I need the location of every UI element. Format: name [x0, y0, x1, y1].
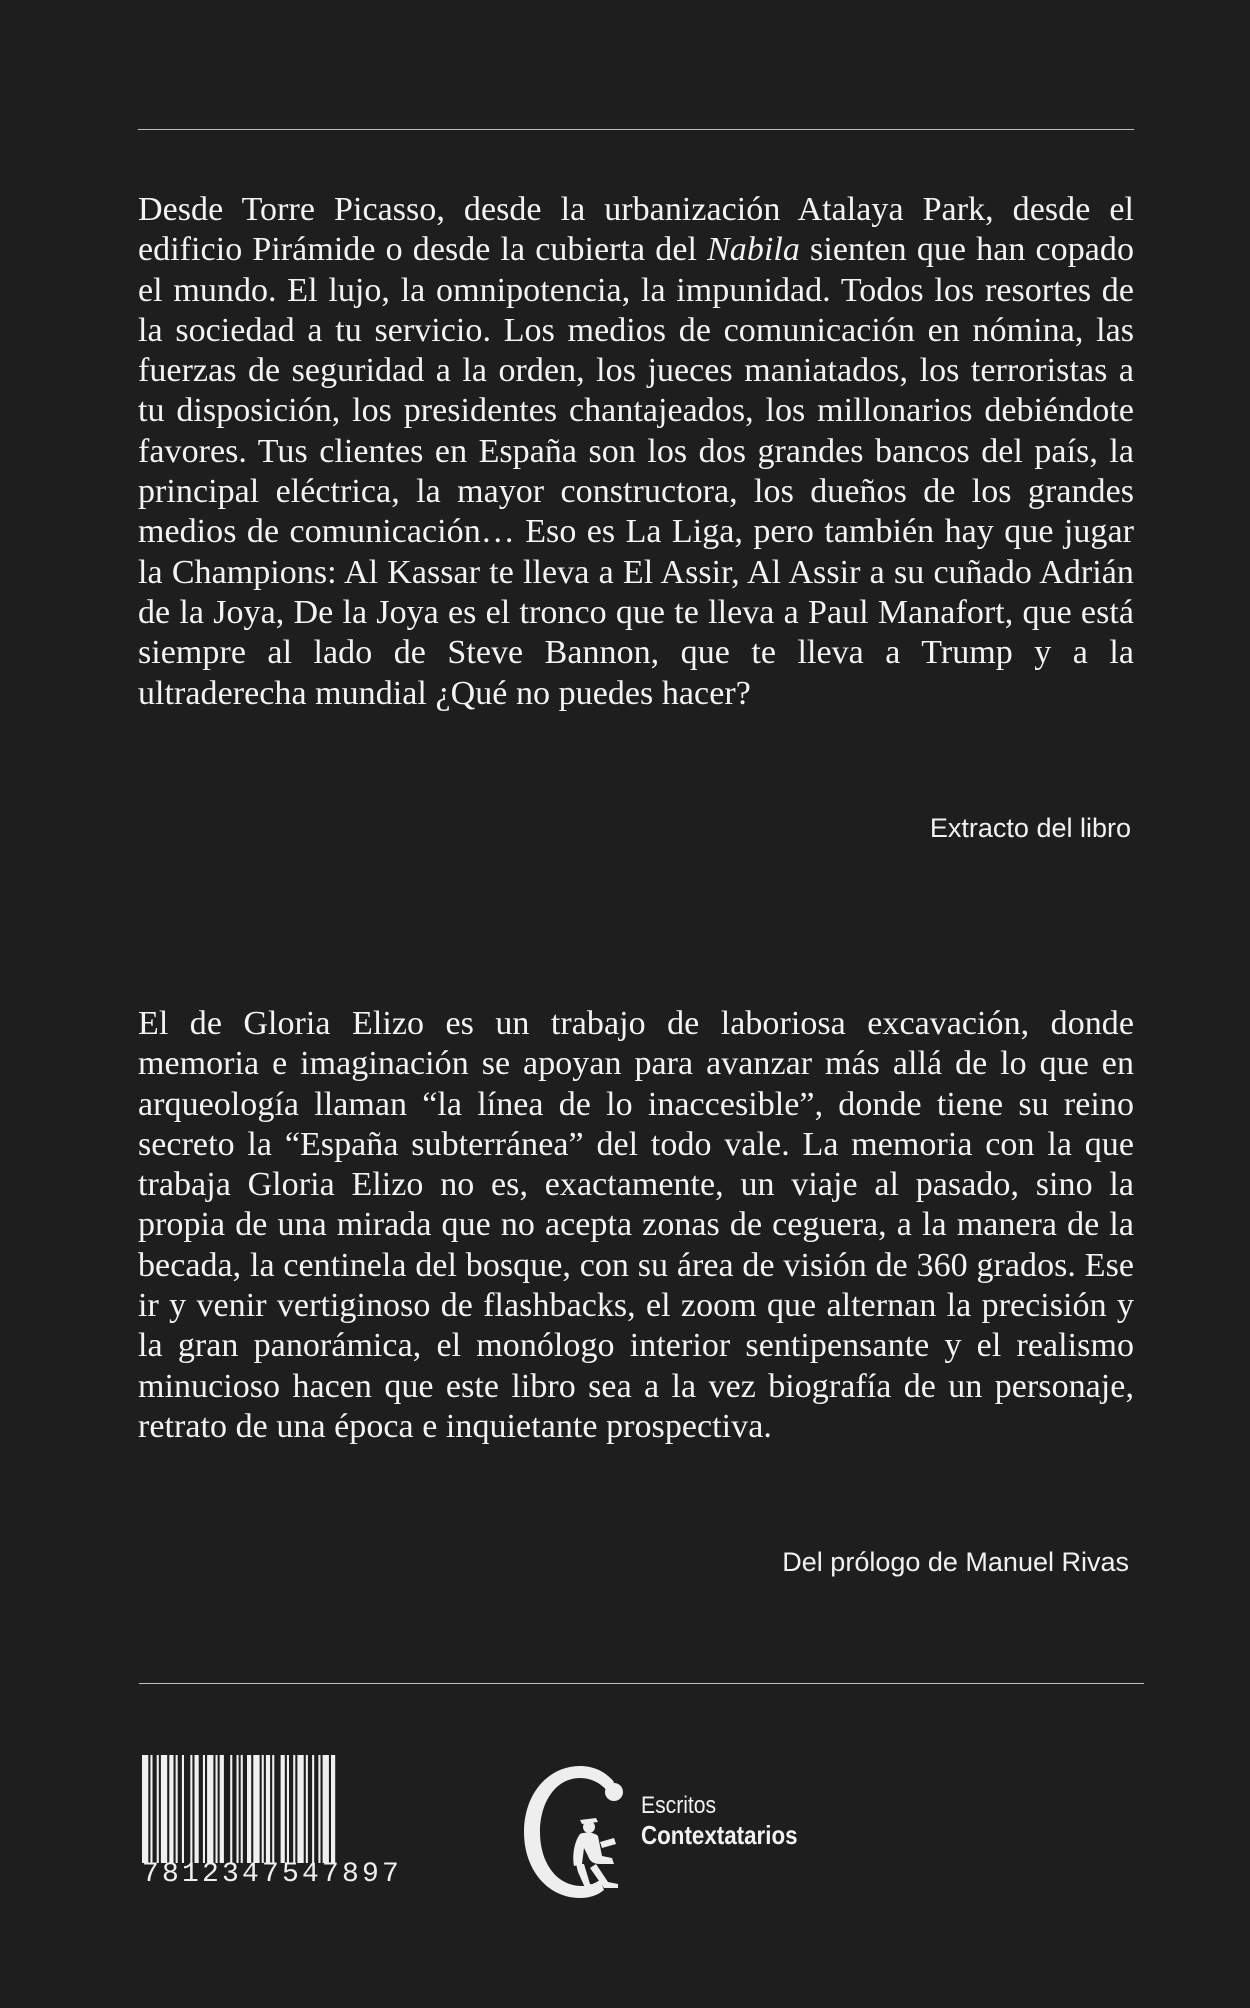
book-excerpt	[138, 190, 1134, 714]
excerpt-text-before: Desde Torre Picasso, desde la urbanización Atalaya Park, desde el edificio Pirámide o desde la cubierta del	[138, 191, 1134, 269]
barcode-bar	[230, 1755, 232, 1863]
barcode-bar	[318, 1755, 320, 1863]
publisher-name-line2: Contextatarios	[641, 1820, 798, 1850]
barcode-bar	[241, 1755, 243, 1863]
barcode-bar	[190, 1755, 192, 1863]
barcode-bar	[142, 1755, 148, 1863]
barcode-bar	[195, 1755, 199, 1863]
barcode-bar	[306, 1755, 308, 1863]
letter-c-with-seated-man-reading-icon	[510, 1752, 660, 1912]
barcode-bar	[262, 1755, 264, 1863]
barcode-bar	[150, 1755, 152, 1863]
barcode-bar	[237, 1755, 239, 1863]
excerpt-text-after: sienten que han copado el mundo. El lujo, la omnipotencia, la impunidad. Todos los resortes de la sociedad a tu servicio. Los medios de comunicación en nómina, las fuerzas de seguridad a la orden, los jueces maniatados, los terroristas a tu disposición, los presidentes chantajeados, los millonarios debiéndote favores. Tus clientes en España son los dos grandes bancos del país, la principal eléctrica, la mayor constructora, los dueños de los grandes medios de comunicación… Eso es La Liga, pero también hay que jugar la Champions: Al Kassar te lleva a El Assir, Al Assir a su cuñado Adrián de la Joya, De la Joya es el tronco que te lleva a Paul Manafort, que está siempre al lado de Steve Bannon, que te lleva a Trump y a la ultraderecha mundial ¿Qué no puedes hacer?	[138, 231, 1134, 712]
publisher-name-line1: Escritos	[641, 1792, 717, 1819]
bottom-divider	[139, 1683, 1144, 1684]
barcode-bar	[220, 1755, 224, 1863]
barcode-bar	[161, 1755, 167, 1863]
prologue-attribution: Del prólogo de Manuel Rivas	[782, 1547, 1129, 1577]
barcode-bar	[297, 1755, 303, 1863]
barcode-bar	[216, 1755, 218, 1863]
barcode-bar	[312, 1755, 314, 1863]
barcode-bar	[247, 1755, 251, 1863]
barcode-bar	[293, 1755, 295, 1863]
barcode-bar	[331, 1755, 335, 1863]
barcode-bar	[157, 1755, 159, 1863]
publisher-name	[641, 1792, 823, 1850]
barcode-bar	[287, 1755, 289, 1863]
top-divider	[138, 129, 1134, 130]
barcode-bar	[323, 1755, 329, 1863]
barcode-bar	[272, 1755, 274, 1863]
barcode-bar	[203, 1755, 205, 1863]
barcode-digits: 7812347547897	[142, 1860, 403, 1890]
excerpt-italic-name: Nabila	[707, 231, 800, 269]
excerpt-attribution: Extracto del libro	[929, 813, 1131, 843]
barcode-bar	[266, 1755, 270, 1863]
barcode-bar	[207, 1755, 213, 1863]
barcode-bar	[176, 1755, 178, 1863]
barcode-bar	[169, 1755, 173, 1863]
barcode-bar	[182, 1755, 184, 1863]
barcode-bar	[253, 1755, 259, 1863]
prologue-quote: El de Gloria Elizo es un trabajo de laboriosa excavación, donde memoria e imaginación se apoyan para avanzar más allá de lo que en arqueología llaman “la línea de lo inaccesible”, donde tiene su reino secreto la “España subterránea” del todo vale. La memoria con la que trabaja Gloria Elizo no es, exactamente, un viaje al pasado, sino la propia de una mirada que no acepta zonas de ceguera, a la manera de la becada, la centinela del bosque, con su área de visión de 360 grados. Ese ir y venir vertiginoso de flashbacks, el zoom que alternan la precisión y la gran panorámica, el monólogo interior sentipensante y el realismo minucioso hacen que este libro sea a la vez biografía de un personaje, retrato de una época e inquietante prospectiva.	[138, 1005, 1134, 1445]
barcode-bar	[281, 1755, 285, 1863]
